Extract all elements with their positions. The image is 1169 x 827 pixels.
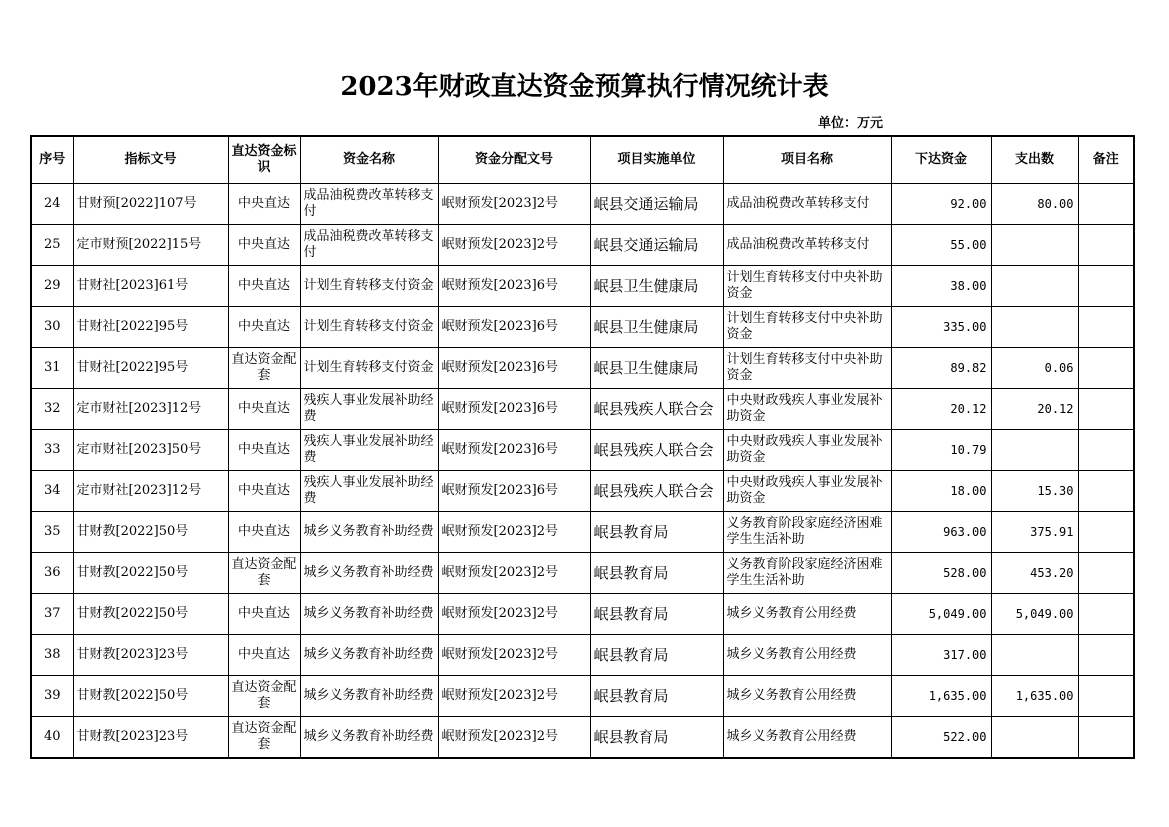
row-number-cell: 24 xyxy=(31,184,73,225)
row-number-cell: 39 xyxy=(31,676,73,717)
doc-number-cell: 定市财社[2023]50号 xyxy=(73,430,228,471)
alloc-doc-cell: 岷财预发[2023]6号 xyxy=(438,430,590,471)
alloc-doc-cell: 岷财预发[2023]2号 xyxy=(438,635,590,676)
header-cell: 下达资金 xyxy=(891,136,991,184)
row-number-cell: 40 xyxy=(31,717,73,758)
fund-tag-cell: 中央直达 xyxy=(228,266,300,307)
row-number-cell: 31 xyxy=(31,348,73,389)
amount-cell: 317.00 xyxy=(891,635,991,676)
note-cell xyxy=(1078,430,1134,471)
amount-cell: 18.00 xyxy=(891,471,991,512)
amount-cell: 522.00 xyxy=(891,717,991,758)
header-cell: 资金名称 xyxy=(300,136,438,184)
implementing-unit-cell: 岷县教育局 xyxy=(590,553,723,594)
fund-name-cell: 计划生育转移支付资金 xyxy=(300,266,438,307)
fund-name-cell: 城乡义务教育补助经费 xyxy=(300,676,438,717)
alloc-doc-cell: 岷财预发[2023]2号 xyxy=(438,225,590,266)
doc-number-cell: 定市财社[2023]12号 xyxy=(73,389,228,430)
note-cell xyxy=(1078,184,1134,225)
project-name-cell: 城乡义务教育公用经费 xyxy=(723,594,891,635)
alloc-doc-cell: 岷财预发[2023]6号 xyxy=(438,307,590,348)
fund-name-cell: 城乡义务教育补助经费 xyxy=(300,717,438,758)
page-title: 2023年财政直达资金预算执行情况统计表 xyxy=(340,72,829,102)
row-number-cell: 33 xyxy=(31,430,73,471)
project-name-cell: 城乡义务教育公用经费 xyxy=(723,676,891,717)
header-cell: 直达资金标识 xyxy=(228,136,300,184)
implementing-unit-cell: 岷县卫生健康局 xyxy=(590,348,723,389)
implementing-unit-cell: 岷县交通运输局 xyxy=(590,184,723,225)
table-row xyxy=(31,676,1134,717)
project-name-cell: 中央财政残疾人事业发展补助资金 xyxy=(723,471,891,512)
fund-name-cell: 残疾人事业发展补助经费 xyxy=(300,471,438,512)
fund-name-cell: 残疾人事业发展补助经费 xyxy=(300,389,438,430)
implementing-unit-cell: 岷县教育局 xyxy=(590,717,723,758)
project-name-cell: 成品油税费改革转移支付 xyxy=(723,225,891,266)
spent-cell: 80.00 xyxy=(991,184,1078,225)
doc-number-cell: 甘财教[2022]50号 xyxy=(73,594,228,635)
doc-number-cell: 甘财社[2022]95号 xyxy=(73,348,228,389)
header-cell: 支出数 xyxy=(991,136,1078,184)
note-cell xyxy=(1078,717,1134,758)
alloc-doc-cell: 岷财预发[2023]6号 xyxy=(438,266,590,307)
spent-cell: 453.20 xyxy=(991,553,1078,594)
note-cell xyxy=(1078,512,1134,553)
header-cell: 备注 xyxy=(1078,136,1134,184)
spent-cell: 5,049.00 xyxy=(991,594,1078,635)
row-number-cell: 29 xyxy=(31,266,73,307)
implementing-unit-cell: 岷县残疾人联合会 xyxy=(590,471,723,512)
amount-cell: 1,635.00 xyxy=(891,676,991,717)
fund-tag-cell: 中央直达 xyxy=(228,635,300,676)
row-number-cell: 38 xyxy=(31,635,73,676)
unit-label: 单位：万元 xyxy=(818,116,884,131)
implementing-unit-cell: 岷县交通运输局 xyxy=(590,225,723,266)
fund-tag-cell: 直达资金配套 xyxy=(228,348,300,389)
implementing-unit-cell: 岷县卫生健康局 xyxy=(590,266,723,307)
spent-cell: 0.06 xyxy=(991,348,1078,389)
doc-number-cell: 甘财教[2022]50号 xyxy=(73,553,228,594)
alloc-doc-cell: 岷财预发[2023]2号 xyxy=(438,594,590,635)
fund-name-cell: 计划生育转移支付资金 xyxy=(300,307,438,348)
implementing-unit-cell: 岷县教育局 xyxy=(590,512,723,553)
fund-tag-cell: 中央直达 xyxy=(228,430,300,471)
amount-cell: 335.00 xyxy=(891,307,991,348)
budget-table xyxy=(30,135,1135,759)
spent-cell xyxy=(991,635,1078,676)
spent-cell xyxy=(991,266,1078,307)
project-name-cell: 城乡义务教育公用经费 xyxy=(723,717,891,758)
spent-cell xyxy=(991,717,1078,758)
note-cell xyxy=(1078,307,1134,348)
table-row xyxy=(31,717,1134,758)
fund-tag-cell: 中央直达 xyxy=(228,471,300,512)
alloc-doc-cell: 岷财预发[2023]2号 xyxy=(438,184,590,225)
note-cell xyxy=(1078,389,1134,430)
fund-name-cell: 城乡义务教育补助经费 xyxy=(300,553,438,594)
header-cell: 项目名称 xyxy=(723,136,891,184)
doc-number-cell: 甘财教[2023]23号 xyxy=(73,635,228,676)
table-row xyxy=(31,430,1134,471)
fund-name-cell: 城乡义务教育补助经费 xyxy=(300,594,438,635)
doc-number-cell: 甘财社[2023]61号 xyxy=(73,266,228,307)
spent-cell xyxy=(991,225,1078,266)
fund-name-cell: 城乡义务教育补助经费 xyxy=(300,512,438,553)
note-cell xyxy=(1078,553,1134,594)
project-name-cell: 中央财政残疾人事业发展补助资金 xyxy=(723,430,891,471)
table-row xyxy=(31,635,1134,676)
fund-tag-cell: 直达资金配套 xyxy=(228,676,300,717)
project-name-cell: 义务教育阶段家庭经济困难学生生活补助 xyxy=(723,553,891,594)
row-number-cell: 36 xyxy=(31,553,73,594)
table-row xyxy=(31,348,1134,389)
alloc-doc-cell: 岷财预发[2023]2号 xyxy=(438,512,590,553)
table-row xyxy=(31,512,1134,553)
amount-cell: 10.79 xyxy=(891,430,991,471)
project-name-cell: 城乡义务教育公用经费 xyxy=(723,635,891,676)
project-name-cell: 成品油税费改革转移支付 xyxy=(723,184,891,225)
row-number-cell: 25 xyxy=(31,225,73,266)
note-cell xyxy=(1078,348,1134,389)
row-number-cell: 37 xyxy=(31,594,73,635)
spent-cell xyxy=(991,430,1078,471)
note-cell xyxy=(1078,635,1134,676)
table-row xyxy=(31,553,1134,594)
alloc-doc-cell: 岷财预发[2023]6号 xyxy=(438,348,590,389)
doc-number-cell: 甘财教[2022]50号 xyxy=(73,512,228,553)
doc-number-cell: 甘财预[2022]107号 xyxy=(73,184,228,225)
fund-tag-cell: 中央直达 xyxy=(228,307,300,348)
alloc-doc-cell: 岷财预发[2023]2号 xyxy=(438,553,590,594)
table-row xyxy=(31,307,1134,348)
table-row xyxy=(31,389,1134,430)
implementing-unit-cell: 岷县教育局 xyxy=(590,676,723,717)
implementing-unit-cell: 岷县卫生健康局 xyxy=(590,307,723,348)
note-cell xyxy=(1078,471,1134,512)
project-name-cell: 中央财政残疾人事业发展补助资金 xyxy=(723,389,891,430)
fund-name-cell: 成品油税费改革转移支付 xyxy=(300,184,438,225)
implementing-unit-cell: 岷县教育局 xyxy=(590,635,723,676)
amount-cell: 963.00 xyxy=(891,512,991,553)
header-cell: 资金分配文号 xyxy=(438,136,590,184)
amount-cell: 5,049.00 xyxy=(891,594,991,635)
project-name-cell: 计划生育转移支付中央补助资金 xyxy=(723,348,891,389)
alloc-doc-cell: 岷财预发[2023]2号 xyxy=(438,676,590,717)
fund-tag-cell: 中央直达 xyxy=(228,184,300,225)
table-row xyxy=(31,594,1134,635)
table-row xyxy=(31,266,1134,307)
note-cell xyxy=(1078,676,1134,717)
project-name-cell: 计划生育转移支付中央补助资金 xyxy=(723,266,891,307)
project-name-cell: 义务教育阶段家庭经济困难学生生活补助 xyxy=(723,512,891,553)
spent-cell: 1,635.00 xyxy=(991,676,1078,717)
table-row xyxy=(31,225,1134,266)
doc-number-cell: 甘财社[2022]95号 xyxy=(73,307,228,348)
row-number-cell: 32 xyxy=(31,389,73,430)
header-cell: 指标文号 xyxy=(73,136,228,184)
fund-name-cell: 城乡义务教育补助经费 xyxy=(300,635,438,676)
implementing-unit-cell: 岷县残疾人联合会 xyxy=(590,430,723,471)
header-cell: 序号 xyxy=(31,136,73,184)
amount-cell: 89.82 xyxy=(891,348,991,389)
fund-name-cell: 成品油税费改革转移支付 xyxy=(300,225,438,266)
doc-number-cell: 定市财社[2023]12号 xyxy=(73,471,228,512)
note-cell xyxy=(1078,266,1134,307)
spent-cell: 20.12 xyxy=(991,389,1078,430)
table-row xyxy=(31,184,1134,225)
amount-cell: 55.00 xyxy=(891,225,991,266)
implementing-unit-cell: 岷县教育局 xyxy=(590,594,723,635)
fund-tag-cell: 中央直达 xyxy=(228,512,300,553)
fund-name-cell: 计划生育转移支付资金 xyxy=(300,348,438,389)
fund-tag-cell: 直达资金配套 xyxy=(228,717,300,758)
fund-tag-cell: 中央直达 xyxy=(228,225,300,266)
spent-cell: 375.91 xyxy=(991,512,1078,553)
fund-tag-cell: 中央直达 xyxy=(228,594,300,635)
header-cell: 项目实施单位 xyxy=(590,136,723,184)
table-header-row xyxy=(31,136,1134,184)
alloc-doc-cell: 岷财预发[2023]6号 xyxy=(438,471,590,512)
amount-cell: 528.00 xyxy=(891,553,991,594)
project-name-cell: 计划生育转移支付中央补助资金 xyxy=(723,307,891,348)
doc-number-cell: 定市财预[2022]15号 xyxy=(73,225,228,266)
alloc-doc-cell: 岷财预发[2023]2号 xyxy=(438,717,590,758)
row-number-cell: 34 xyxy=(31,471,73,512)
spent-cell xyxy=(991,307,1078,348)
doc-number-cell: 甘财教[2023]23号 xyxy=(73,717,228,758)
alloc-doc-cell: 岷财预发[2023]6号 xyxy=(438,389,590,430)
note-cell xyxy=(1078,225,1134,266)
table-row xyxy=(31,471,1134,512)
amount-cell: 38.00 xyxy=(891,266,991,307)
row-number-cell: 30 xyxy=(31,307,73,348)
doc-number-cell: 甘财教[2022]50号 xyxy=(73,676,228,717)
fund-tag-cell: 直达资金配套 xyxy=(228,553,300,594)
row-number-cell: 35 xyxy=(31,512,73,553)
fund-tag-cell: 中央直达 xyxy=(228,389,300,430)
implementing-unit-cell: 岷县残疾人联合会 xyxy=(590,389,723,430)
spent-cell: 15.30 xyxy=(991,471,1078,512)
amount-cell: 92.00 xyxy=(891,184,991,225)
fund-name-cell: 残疾人事业发展补助经费 xyxy=(300,430,438,471)
amount-cell: 20.12 xyxy=(891,389,991,430)
note-cell xyxy=(1078,594,1134,635)
